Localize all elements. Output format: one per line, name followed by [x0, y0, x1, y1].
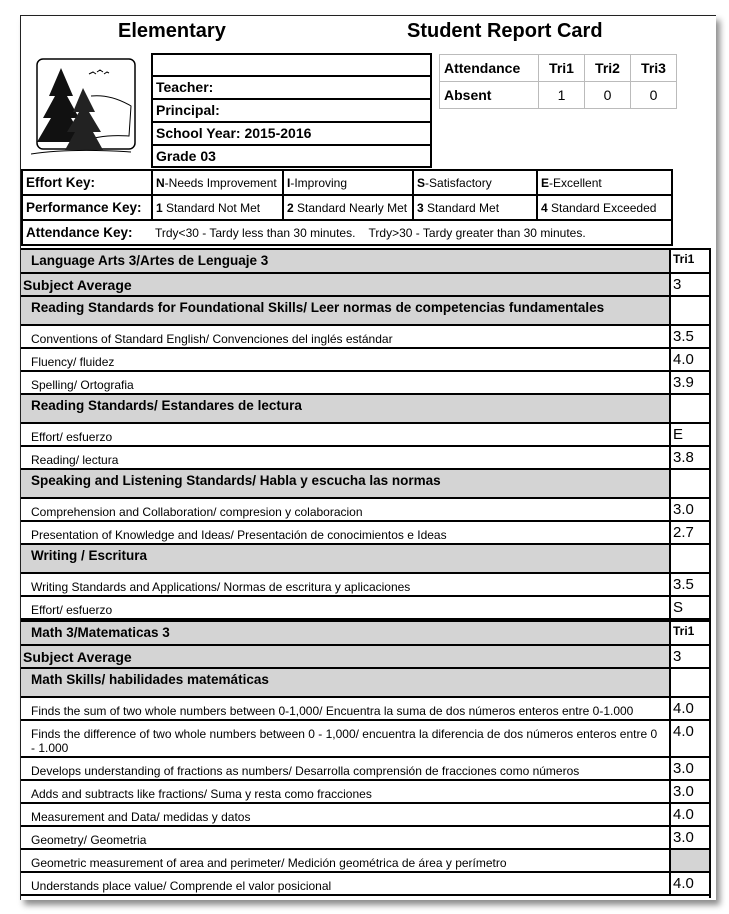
grade-row	[21, 756, 711, 779]
grade-row-value: 3.9	[671, 372, 711, 393]
school-logo-trees-image	[31, 56, 139, 159]
grade-row-value: 4.0	[671, 698, 711, 719]
grade-row-label: Reading/ lectura	[21, 447, 671, 468]
key-code: I	[287, 175, 291, 190]
standard-group-header	[21, 543, 711, 572]
grade-row-label: Understands place value/ Comprende el valor posicional	[21, 873, 671, 894]
performance-key-2	[283, 195, 413, 220]
standard-group-header-value	[671, 297, 711, 324]
grade-row	[21, 520, 711, 543]
standard-group-header-label: Math Skills/ habilidades matemáticas	[21, 669, 671, 696]
attendance-col-tri1: Tri1	[539, 55, 585, 82]
report-card-page	[20, 15, 716, 900]
grade-row-value: 3.0	[671, 781, 711, 802]
standard-group-header-label: Speaking and Listening Standards/ Habla y escucha las normas	[21, 470, 671, 497]
performance-key-4	[537, 195, 672, 220]
grade-row-value: 3.0	[671, 758, 711, 779]
grade-row-label: Measurement and Data/ medidas y datos	[21, 804, 671, 825]
subject-header	[21, 620, 711, 644]
key-code: 2	[287, 200, 294, 215]
grade-row-label: Conventions of Standard English/ Convenciones del inglés estándar	[21, 326, 671, 347]
key-code: 4	[541, 200, 548, 215]
key-text: -Improving	[290, 175, 348, 190]
attendance-key-text: Trdy<30 - Tardy less than 30 minutes. Trdy>30 - Tardy greater than 30 minutes.	[152, 220, 672, 245]
grade-row-label: Effort/ esfuerzo	[21, 424, 671, 445]
standard-group-header	[21, 295, 711, 324]
subject-header-value: Tri1	[671, 250, 711, 272]
absent-tri2: 0	[585, 82, 631, 109]
standard-group-header-label: Writing / Escritura	[21, 545, 671, 572]
grade-row-value: 3.0	[671, 827, 711, 848]
standard-group-header-label: Reading Standards/ Estandares de lectura	[21, 395, 671, 422]
performance-key-label: Performance Key:	[22, 195, 152, 220]
grade-row-label: Finds the difference of two whole numbers between 0 - 1,000/ encuentra la diferencia de dos números enteros entre 0 - 1.000	[21, 721, 671, 756]
key-text: -Excellent	[549, 175, 602, 190]
attendance-col-tri3: Tri3	[631, 55, 677, 82]
key-text: Standard Met	[423, 200, 500, 215]
grade-row	[21, 595, 711, 618]
attendance-col-tri2: Tri2	[585, 55, 631, 82]
report-title: Student Report Card	[407, 20, 603, 42]
standard-group-header	[21, 667, 711, 696]
school-year-field: School Year: 2015-2016	[151, 122, 432, 145]
grade-row	[21, 719, 711, 756]
standard-group-header-value	[671, 470, 711, 497]
key-text: Standard Not Met	[162, 200, 261, 215]
grade-row-label: Fluency/ fluidez	[21, 349, 671, 370]
key-text: Standard Exceeded	[547, 200, 657, 215]
attendance-key-label: Attendance Key:	[22, 220, 152, 245]
grade-row	[21, 445, 711, 468]
standard-group-header-value	[671, 395, 711, 422]
grade-row-value: 4.0	[671, 721, 711, 756]
grade-row	[21, 324, 711, 347]
key-code: E	[541, 175, 550, 190]
grade-row-label: Presentation of Knowledge and Ideas/ Presentación de conocimientos e Ideas	[21, 522, 671, 543]
effort-key-n	[152, 170, 283, 195]
grade-row	[21, 871, 711, 894]
effort-key-i	[283, 170, 413, 195]
grade-row-label: Develops understanding of fractions as numbers/ Desarrolla comprensión de fracciones como números	[21, 758, 671, 779]
grade-row	[21, 347, 711, 370]
grade-row-value: 3.5	[671, 574, 711, 595]
absent-label: Absent	[440, 82, 539, 109]
student-name-field	[151, 53, 432, 76]
teacher-field: Teacher:	[151, 76, 432, 99]
grade-row-value: 4.0	[671, 873, 711, 894]
absent-tri1: 1	[539, 82, 585, 109]
grade-row-label: Spelling/ Ortografia	[21, 372, 671, 393]
grade-row	[21, 802, 711, 825]
key-code: 3	[417, 200, 424, 215]
key-text: -Needs Improvement	[164, 175, 277, 190]
subject-average-row-value: 3	[671, 274, 711, 295]
keys-table	[21, 169, 673, 246]
subject-header-value: Tri1	[671, 622, 711, 644]
grade-row-value: S	[671, 597, 711, 618]
principal-field: Principal:	[151, 99, 432, 122]
key-code: S	[417, 175, 426, 190]
attendance-table	[439, 54, 677, 109]
school-name: Elementary	[118, 20, 226, 42]
grades-table	[21, 248, 711, 898]
student-info-box	[151, 53, 432, 168]
key-code: 1	[156, 200, 163, 215]
effort-key-s	[413, 170, 537, 195]
grade-row-value: 2.7	[671, 522, 711, 543]
grade-row-value	[671, 850, 711, 871]
grade-row	[21, 497, 711, 520]
grade-row-value: 3.5	[671, 326, 711, 347]
grade-row-label: Geometric measurement of area and perimeter/ Medición geométrica de área y perímetro	[21, 850, 671, 871]
grade-row-label: Finds the sum of two whole numbers between 0-1,000/ Encuentra la suma de dos números enteros entre 0-1.000	[21, 698, 671, 719]
grade-row-label: Geometry/ Geometria	[21, 827, 671, 848]
subject-header	[21, 248, 711, 272]
standard-group-header	[21, 468, 711, 497]
effort-key-label: Effort Key:	[22, 170, 152, 195]
grade-row-label: Writing Standards and Applications/ Normas de escritura y aplicaciones	[21, 574, 671, 595]
grade-row	[21, 696, 711, 719]
key-text: -Satisfactory	[425, 175, 492, 190]
standard-group-header-value	[671, 545, 711, 572]
grade-row-value: E	[671, 424, 711, 445]
standard-group-header-value	[671, 669, 711, 696]
subject-header-label: Math 3/Matematicas 3	[21, 622, 671, 644]
effort-key-e	[537, 170, 672, 195]
subject-average-row	[21, 644, 711, 667]
subject-average-row-label: Subject Average	[21, 274, 671, 295]
grade-row-value: 4.0	[671, 349, 711, 370]
key-code: N	[156, 175, 165, 190]
grade-row	[21, 779, 711, 802]
grade-row	[21, 825, 711, 848]
grade-row	[21, 422, 711, 445]
performance-key-1	[152, 195, 283, 220]
grade-row-value: 4.0	[671, 804, 711, 825]
subject-average-row-value: 3	[671, 646, 711, 667]
standard-group-header	[21, 393, 711, 422]
key-text: Standard Nearly Met	[293, 200, 408, 215]
subject-header-label: Language Arts 3/Artes de Lenguaje 3	[21, 250, 671, 272]
grade-row-label: Adds and subtracts like fractions/ Suma y resta como fracciones	[21, 781, 671, 802]
grade-row-value: 3.8	[671, 447, 711, 468]
grade-row-label: Comprehension and Collaboration/ compresion y colaboracion	[21, 499, 671, 520]
attendance-header: Attendance	[440, 55, 539, 82]
grade-row	[21, 370, 711, 393]
grade-row	[21, 848, 711, 871]
grade-row	[21, 572, 711, 595]
performance-key-3	[413, 195, 537, 220]
grade-field: Grade 03	[151, 145, 432, 168]
subject-average-row-label: Subject Average	[21, 646, 671, 667]
subject-average-row	[21, 272, 711, 295]
grade-row-value: 3.0	[671, 499, 711, 520]
standard-group-header-label: Reading Standards for Foundational Skills/ Leer normas de competencias fundamentales	[21, 297, 671, 324]
grade-row-label: Effort/ esfuerzo	[21, 597, 671, 618]
absent-tri3: 0	[631, 82, 677, 109]
